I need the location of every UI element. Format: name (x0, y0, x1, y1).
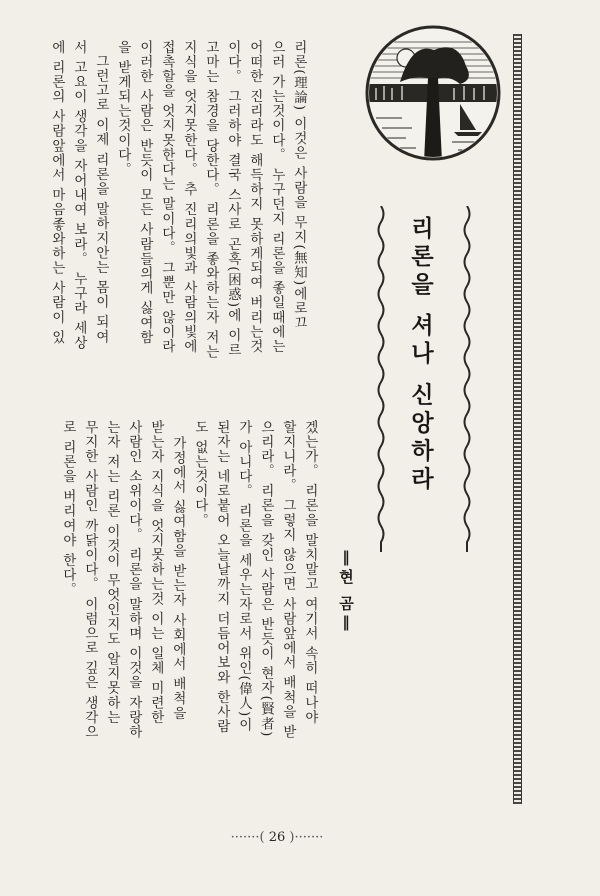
title-right-ornament (460, 206, 474, 552)
text-column: 으리라。 리론을 갖인 사람은 반듯이 현자(賢者) (258, 420, 274, 738)
text-column: 리론(理論) 이것은 사람을 무지(無知)에로끄 (291, 40, 307, 331)
text-column: 에 리론의 사람앞에서 마음좋와하는 사람이 있 (49, 40, 65, 345)
text-column: 겠는가。 리론을 말치말고 여기서 속히 떠나야 (302, 420, 318, 725)
text-column: 고마는 참경을 당한다。 리론을 좋와하는자 저는 (203, 40, 219, 360)
text-column: 사람인 소위이다。 리론을 말하며 이것을 자랑하 (126, 420, 142, 740)
page-number-decor-right: )······· (289, 830, 324, 845)
text-column: 지식을 엇지못한다。 추 진리의빛과 사람의빛에 (181, 40, 197, 354)
text-column: 는자 저는 리론 이것이 무엇인지도 알지못하는 (104, 420, 120, 725)
text-column: 어떠한 진리라도 해득하지 못하게되여 버리는것 (247, 40, 263, 354)
text-column: 로 리론을 버리여야 한다。 (60, 420, 76, 597)
text-column: 가 아니다。 리론을 세우는자로서 위인(偉人)이 (236, 420, 252, 733)
text-column: 가정에서 싫여함을 받는자 사회에서 배척을 (170, 436, 186, 721)
text-column: 무지한 사람인 까닭이다。 이럼으로 깊은 생각으 (82, 420, 98, 740)
article-title: 리론을 셔나 신앙하라 (407, 216, 434, 495)
text-column: 된자는 네로붙어 오늘날까지 더듬어보와 한사람 (214, 420, 230, 734)
text-column: 으러 가는것이다。 누구던지 리론을 좋일때에는 (269, 40, 285, 354)
text-column: 할지니라。 그렇지 않으면 사람앞에서 배척을 받 (280, 420, 296, 740)
text-column: 이다。 그러하야 결국 스사로 곤혹(困惑)에 이르 (225, 40, 241, 358)
page-border-strip (513, 34, 522, 804)
page-number-footer (222, 830, 332, 845)
landscape-illustration (362, 22, 504, 164)
page-number: 26 (268, 830, 286, 845)
text-column: 접촉할을 엇지못한다는 말이다。 그뿐만 않이라 (159, 40, 175, 354)
text-column: 그런고로 이제 리론을 말하지안는 몸이 되여 (93, 54, 109, 345)
text-column: 서 고요이 생각을 자어내여 보라。 누구라 세상 (71, 40, 87, 351)
title-left-ornament (374, 206, 388, 552)
author-byline: ‖현 곰‖ (337, 548, 355, 635)
text-column: 이러한 사람은 반듯이 모든 사람들의게 싫여함 (137, 40, 153, 345)
page-number-decor-left: ·······( (230, 830, 265, 845)
text-column: 받는자 지식을 엇지못하는것 이는 일체 미련한 (148, 420, 164, 725)
text-column: 을 받게되는것이다。 (115, 40, 131, 177)
text-column: 도 없는것이다。 (192, 420, 208, 528)
